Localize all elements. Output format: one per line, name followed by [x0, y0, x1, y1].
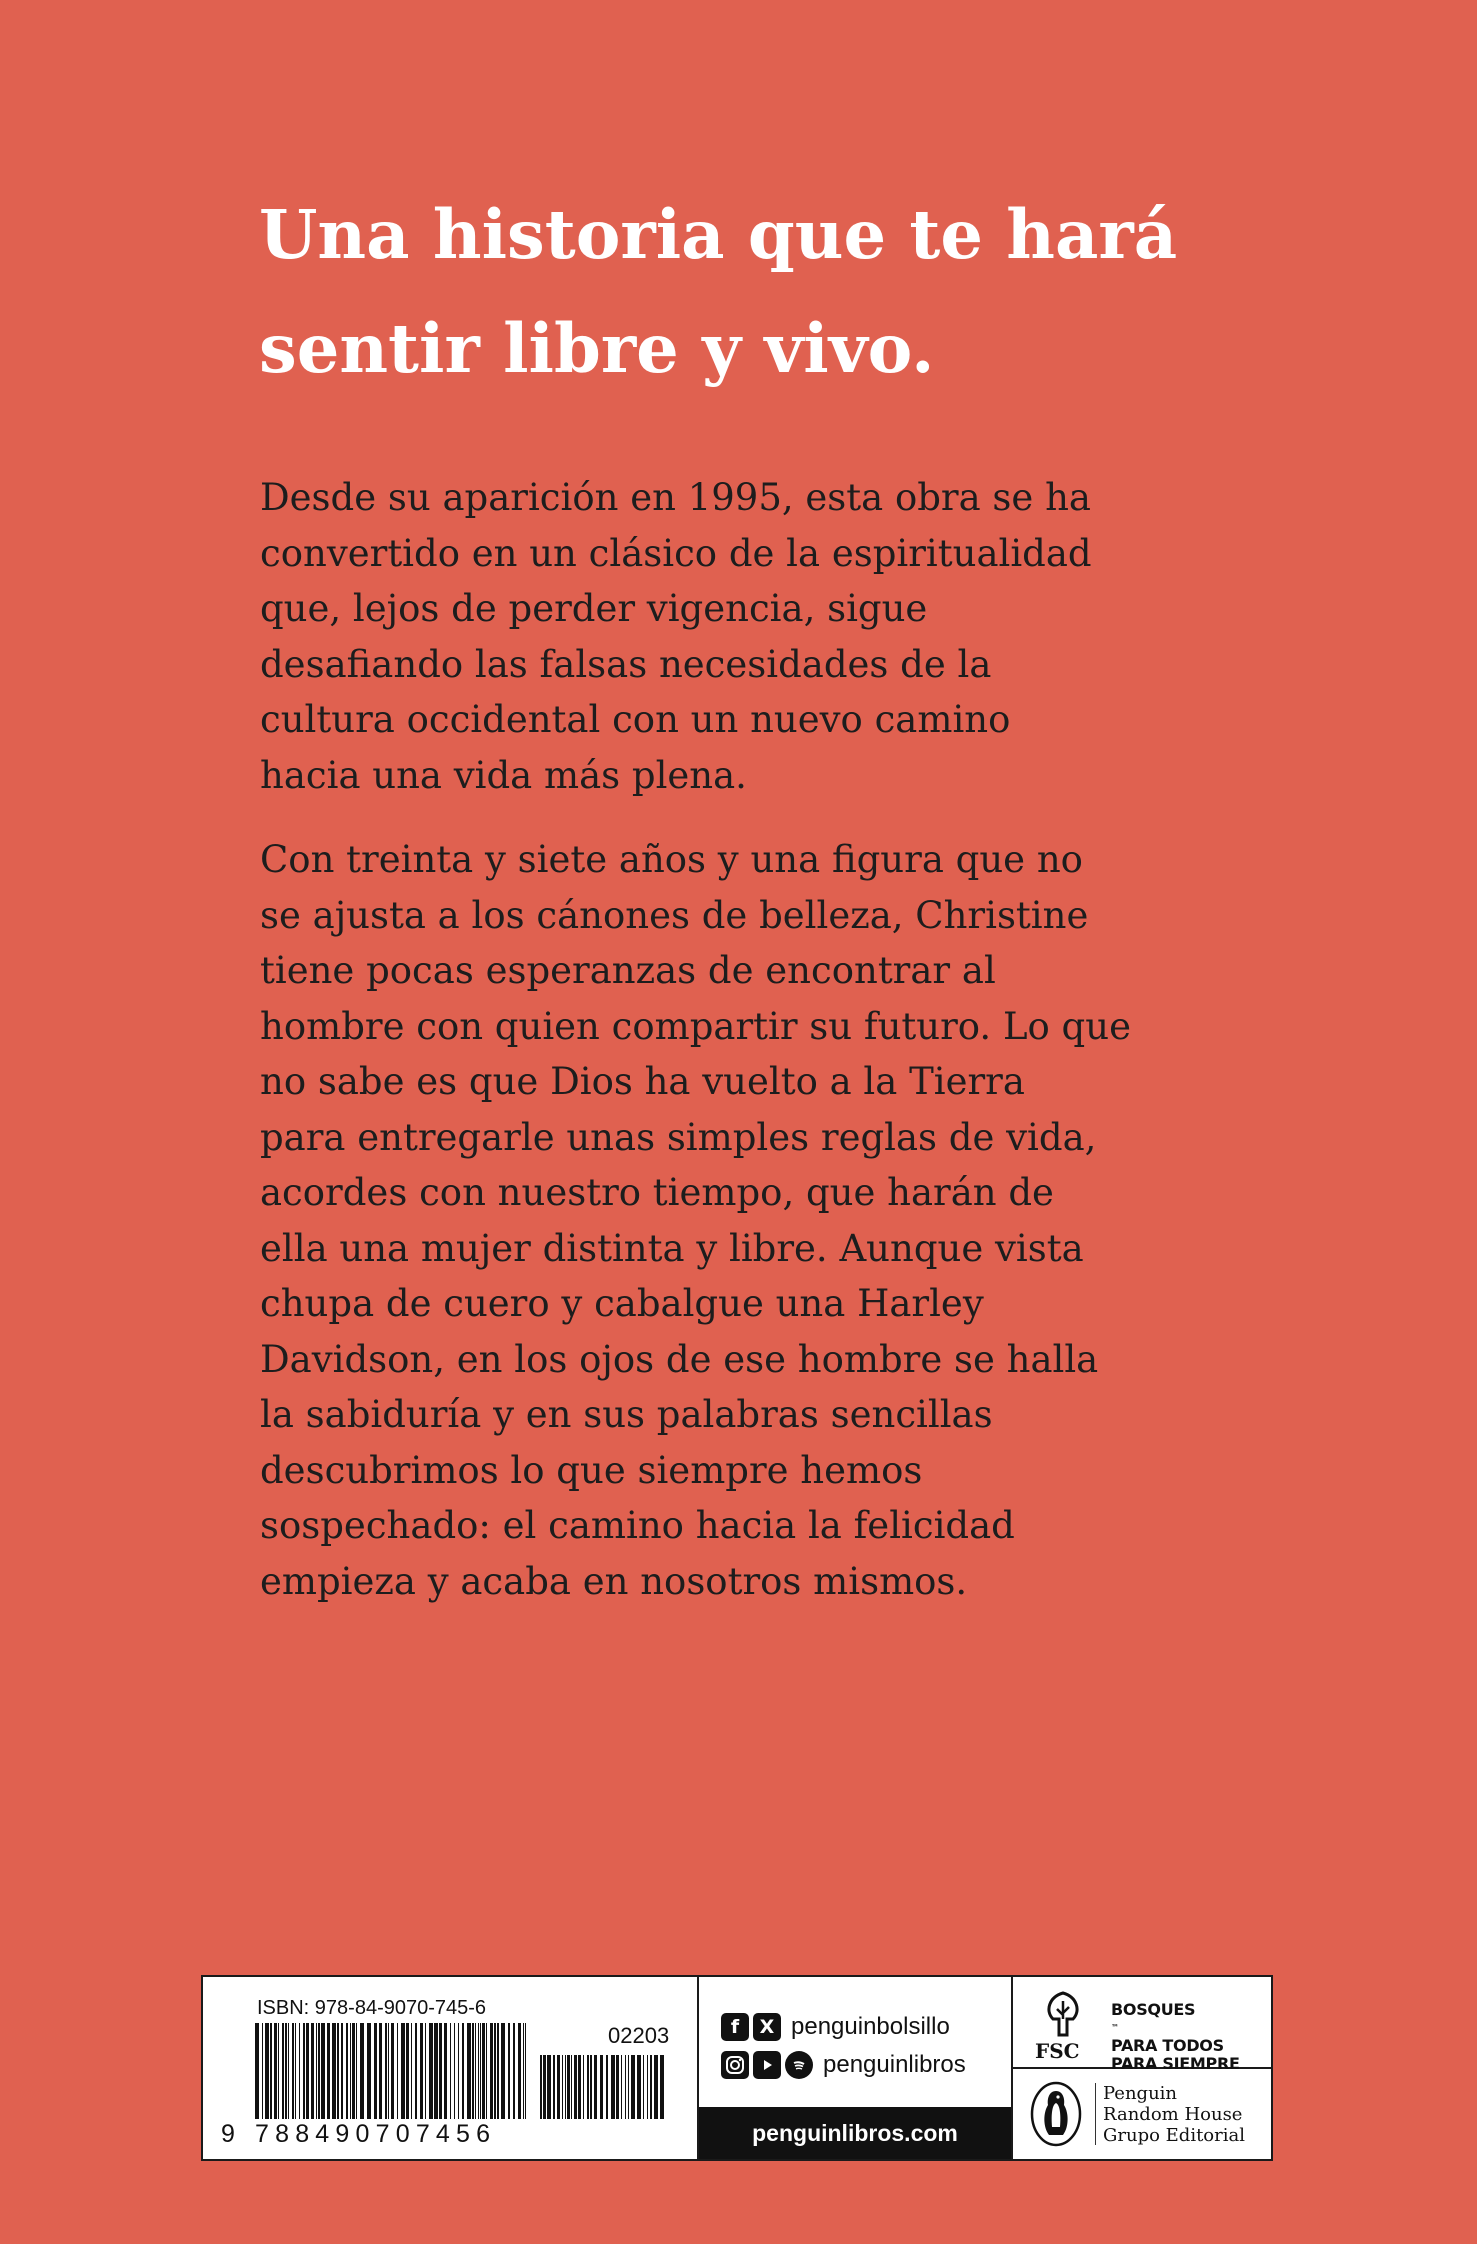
publisher-line: Grupo Editorial [1103, 2125, 1245, 2146]
divider [1095, 2083, 1096, 2145]
barcode-bar [429, 2023, 433, 2119]
text-line: que, lejos de perder vigencia, sigue [260, 587, 928, 630]
barcode-bar [647, 2055, 648, 2119]
barcode-bar [450, 2023, 451, 2119]
barcode-digits: 788490707456 [255, 2120, 497, 2148]
barcode-main [255, 2023, 533, 2119]
fsc-letters: FSC [1035, 2039, 1080, 2063]
barcode-bar [486, 2023, 487, 2119]
text-line: tiene pocas esperanzas de encontrar al [260, 949, 996, 992]
barcode-bar [454, 2023, 455, 2119]
barcode-bar [594, 2055, 597, 2119]
barcode-bar [513, 2023, 515, 2119]
text-line: Davidson, en los ojos de ese hombre se halla [260, 1337, 1099, 1381]
barcode-bar [587, 2055, 589, 2119]
barcode-bar [547, 2055, 551, 2119]
paragraph-synopsis [260, 832, 1260, 1609]
barcode-bar [478, 2023, 479, 2119]
barcode-bar [574, 2055, 577, 2119]
text-line: Con treinta y siete años y una figura que no [260, 838, 1083, 881]
barcode-bar [379, 2023, 382, 2119]
text-line: desafiando las falsas necesidades de la [260, 642, 992, 686]
barcode-bar [583, 2055, 584, 2119]
barcode-bar [600, 2055, 603, 2119]
barcode-bar [360, 2023, 364, 2119]
barcode-bar [480, 2023, 481, 2119]
barcode-bar [255, 2023, 259, 2119]
barcode-bar [341, 2023, 343, 2119]
text-line: Desde su aparición en 1995, esta obra se ha [260, 476, 1091, 519]
barcode-bar [415, 2023, 417, 2119]
barcode-bar [316, 2023, 317, 2119]
x-icon[interactable]: X [753, 2013, 781, 2041]
barcode-bar [654, 2055, 658, 2119]
text-line: no sabe es que Dios ha vuelto a la Tierra [260, 1060, 1025, 1103]
publisher-line: Penguin [1103, 2083, 1178, 2104]
text-line: convertido en un clásico de la espiritualidad [260, 531, 1092, 575]
publisher-logo [1013, 2069, 1271, 2159]
text-line: cultura occidental con un nuevo camino [260, 698, 1011, 741]
text-line: descubrimos lo que siempre hemos [260, 1448, 923, 1492]
barcode-bar [523, 2023, 524, 2119]
text-line: chupa de cuero y cabalgue una Harley [260, 1282, 984, 1325]
barcode-bar [571, 2055, 572, 2119]
barcode-bar [337, 2023, 339, 2119]
barcode-bar [616, 2055, 619, 2119]
barcode-bar [420, 2023, 423, 2119]
barcode-bar [374, 2023, 377, 2119]
barcode-bar [472, 2023, 474, 2119]
barcode-bar [265, 2023, 269, 2119]
barcode-bar [425, 2023, 426, 2119]
barcode-bar [385, 2023, 387, 2119]
barcode-bar [578, 2055, 581, 2119]
fsc-claim-line: PARA SIEMPRE [1111, 2054, 1240, 2073]
text-line: hombre con quien compartir su futuro. Lo que [260, 1004, 1131, 1048]
text-line: sospechado: el camino hacia la felicidad [260, 1504, 1015, 1547]
spotify-icon[interactable] [785, 2051, 813, 2079]
fsc-claim-line: BOSQUES [1111, 2000, 1196, 2019]
barcode-bar [321, 2023, 325, 2119]
barcode-bar [611, 2055, 615, 2119]
barcode-bar [501, 2023, 505, 2119]
barcode-bar [388, 2023, 389, 2119]
publisher-line: Random House [1103, 2104, 1243, 2125]
isbn-label: ISBN: 978-84-9070-745-6 [257, 1997, 487, 2019]
text-line: acordes con nuestro tiempo, que harán de [260, 1171, 1054, 1214]
barcode-section [203, 1977, 697, 2159]
paragraph-intro [260, 470, 1260, 803]
text-line: para entregarle unas simples reglas de vida, [260, 1115, 1097, 1159]
barcode-bar [299, 2023, 300, 2119]
fsc-logo [1013, 1977, 1271, 2073]
barcode-first-digit: 9 [221, 2120, 235, 2148]
info-box [201, 1975, 1273, 2161]
barcode-bar [562, 2055, 563, 2119]
fsc-claim [1111, 2001, 1240, 2073]
barcode-bar [475, 2023, 476, 2119]
barcode-bar [397, 2023, 398, 2119]
logos-section [1011, 1977, 1271, 2159]
barcode-bar [490, 2023, 493, 2119]
headline-line: sentir libre y vivo. [259, 309, 935, 388]
penguin-icon [1029, 2081, 1083, 2147]
barcode-bar [543, 2055, 546, 2119]
barcode-bar [439, 2023, 442, 2119]
facebook-icon[interactable]: f [721, 2013, 749, 2041]
barcode-bar [352, 2023, 355, 2119]
barcode-bar [391, 2023, 394, 2119]
barcode-bar [306, 2023, 309, 2119]
barcode-bar [295, 2023, 296, 2119]
text-line: ella una mujer distinta y libre. Aunque vista [260, 1226, 1084, 1270]
barcode-bar [494, 2023, 496, 2119]
addon-number: 02203 [608, 2023, 670, 2048]
barcode-bar [590, 2055, 592, 2119]
headline-line: Una historia que te hará [259, 195, 1178, 274]
text-line: empieza y acaba en nosotros mismos. [260, 1559, 968, 1603]
barcode-bar [508, 2023, 510, 2119]
trademark-symbol: ™ [1111, 2023, 1119, 2032]
barcode-bar [332, 2023, 336, 2119]
barcode-bar [406, 2023, 409, 2119]
barcode-bar [278, 2023, 279, 2119]
barcode-bar [628, 2055, 629, 2119]
barcode-bar [288, 2023, 289, 2119]
barcode-bar [367, 2023, 371, 2119]
social-section [697, 1977, 1011, 2159]
text-line: la sabiduría y en sus palabras sencillas [260, 1393, 993, 1436]
instagram-icon[interactable] [721, 2051, 749, 2079]
barcode-bar [467, 2023, 471, 2119]
barcode-bar [401, 2023, 405, 2119]
text-line: hacia una vida más plena. [260, 753, 747, 797]
barcode-bar [274, 2023, 277, 2119]
barcode-bar [621, 2055, 622, 2119]
barcode-bar [356, 2023, 357, 2119]
publisher-name [1103, 2083, 1245, 2146]
barcode-bar [565, 2055, 566, 2119]
barcode-bar [650, 2055, 652, 2119]
barcode-bar [458, 2023, 459, 2119]
barcode-bar [327, 2023, 330, 2119]
barcode-bar [637, 2055, 641, 2119]
barcode-bar [631, 2055, 635, 2119]
barcode-bar [434, 2023, 438, 2119]
barcode-bar [606, 2055, 608, 2119]
barcode-bar [262, 2023, 263, 2119]
barcode-bar [540, 2055, 542, 2119]
fsc-tree-icon [1039, 1989, 1087, 2039]
barcode-bar [462, 2023, 464, 2119]
barcode-bar [557, 2055, 560, 2119]
youtube-icon[interactable] [753, 2051, 781, 2079]
social-row-bolsillo [721, 2013, 950, 2041]
barcode-bar [497, 2023, 499, 2119]
barcode-bar [350, 2023, 351, 2119]
barcode-bar [270, 2023, 272, 2119]
barcode-bar [518, 2023, 521, 2119]
social-handle[interactable]: penguinbolsillo [791, 2013, 950, 2040]
website-link[interactable]: penguinlibros.com [699, 2107, 1011, 2159]
barcode-bar [282, 2023, 284, 2119]
social-row-libros [721, 2051, 966, 2079]
barcode-bar [285, 2023, 287, 2119]
barcode-bar [553, 2055, 555, 2119]
social-handle[interactable]: penguinlibros [823, 2051, 966, 2078]
text-line: se ajusta a los cánones de belleza, Christine [260, 893, 1089, 937]
barcode-bar [525, 2023, 526, 2119]
headline [259, 178, 1359, 406]
barcode-bar [303, 2023, 305, 2119]
barcode-bar [444, 2023, 447, 2119]
barcode-bar [292, 2023, 294, 2119]
barcode-bar [660, 2055, 664, 2119]
barcode-bar [311, 2023, 314, 2119]
barcode-bar [346, 2023, 348, 2119]
barcode-bar [643, 2055, 644, 2119]
barcode-addon [540, 2055, 668, 2119]
barcode-bar [411, 2023, 412, 2119]
barcode-bar [625, 2055, 626, 2119]
barcode-bar [318, 2023, 320, 2119]
barcode-bar [482, 2023, 485, 2119]
barcode-bar [567, 2055, 570, 2119]
fsc-claim-line: PARA TODOS [1111, 2036, 1224, 2055]
